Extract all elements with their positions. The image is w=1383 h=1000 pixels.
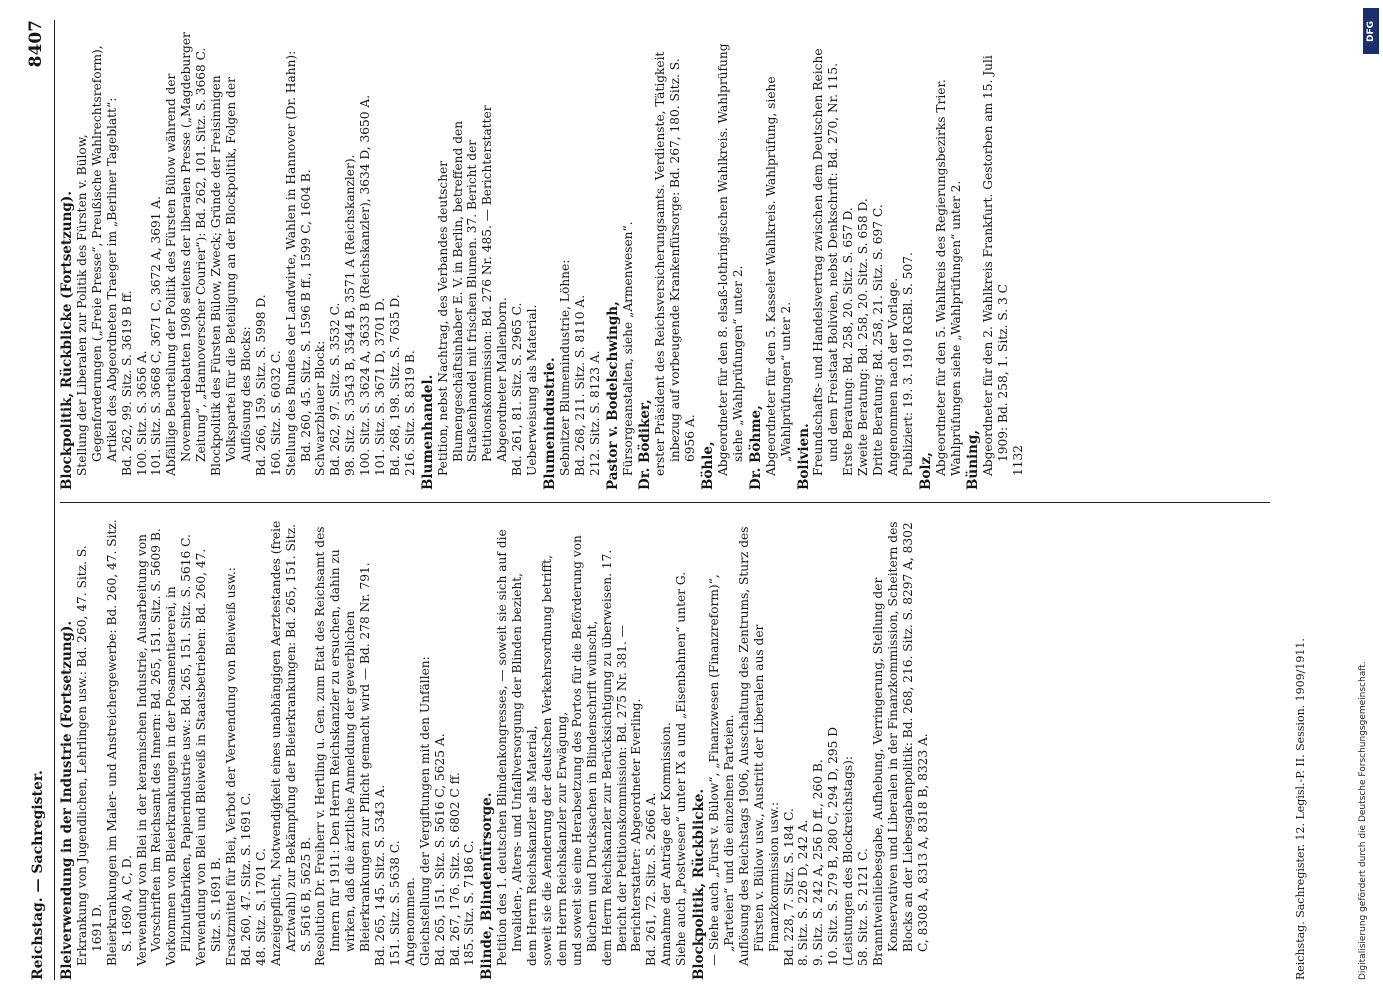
entry-line: Angenommen nach der Vorlage.	[885, 277, 900, 476]
index-entry	[701, 28, 746, 490]
index-entry	[480, 518, 689, 980]
entry-heading: Dr. Böhme,	[747, 405, 764, 490]
entry-line: Bd. 228, 7. Sitz. S. 184 C.	[781, 808, 796, 966]
entry-line: 101. Sitz. S. 3668 C, 3671 C, 3672 A, 3691 A.	[149, 195, 164, 476]
entry-heading: Bolivien.	[795, 423, 812, 490]
index-entry	[966, 28, 1026, 490]
entry-heading: Blumenhandel.	[419, 374, 436, 490]
entry-line: 1132	[1011, 444, 1026, 476]
entry-line: (Leistungen des Blockreichstags):	[841, 755, 856, 966]
page-header	[22, 20, 55, 980]
entry-line: 160. Sitz. S. 6032 C.	[268, 350, 283, 476]
column-left	[60, 518, 934, 980]
entry-line: Stellung des Bundes der Landwirte, Wahlen in Hannover (Dr. Hahn): Bd. 260, 45. Sitz. S. 1596 B ff., 1599 C, 1604 B.	[283, 50, 313, 476]
entry-line: 98. Sitz. S. 3543 B, 3544 B, 3571 A (Reichskanzler).	[343, 154, 358, 476]
index-entry	[797, 28, 916, 490]
entry-heading: Dr. Bödiker,	[637, 399, 654, 490]
entry-line: dem Herrn Reichskanzler zur Erwägung,	[554, 711, 569, 966]
entry-line: 8. Sitz. S. 226 D, 242 A.	[796, 819, 811, 966]
dfg-logo: DFG	[1363, 8, 1379, 54]
entry-line: Ersatzmittel für Blei, Verbot der Verwendung von Bleiweiß usw.:	[223, 567, 238, 966]
column-divider	[60, 502, 1270, 503]
entry-line: Resolution Dr. Freiherr v. Hertling u. Gen. zum Etat des Reichsamt des Innern für 1911: Den Herrn Reichskanzler zu ersuchen, dahin zu wirken, daß die ärztliche Anmeldung der gewerblichen Bleierkrankungen zur Pflicht gemacht wird — Bd. 278 Nr. 791.	[313, 526, 373, 966]
entry-line: Siehe auch „Postwesen“ unter IX a und „Eisenbahnen“ unter G.	[674, 571, 689, 966]
entry-line: dem Herrn Reichskanzler zur Berücksichtigung zu überweisen. 17. Bericht der Petitionskommission: Bd. 275 Nr. 381. — Berichterstatter: Abgeordneter Everling.	[599, 549, 644, 966]
entry-heading: Bleiverwendung in der Industrie (Fortsetzung).	[59, 620, 75, 980]
entry-line: 10. Sitz. S. 279 B, 280 C, 294 D, 295 D	[826, 727, 841, 966]
entry-line: Publiziert: 19. 3. 1910 RGBl. S. 507.	[900, 252, 915, 476]
index-entry	[749, 28, 794, 490]
entry-line: Freundschafts- und Handelsvertrag zwischen dem Deutschen Reiche und dem Freistaat Bolivien, nebst Denkschrift: Bd. 270, Nr. 115.	[811, 48, 841, 476]
entry-line: dem Herrn Reichskanzler als Material,	[525, 725, 540, 966]
entry-line: Abgeordneter für den 2. Wahlkreis Frankfurt. Gestorben am 15. Juli 1909: Bd. 258, 1. Sitz. S. 3 C	[981, 55, 1011, 476]
entry-line: 151. Sitz. S. 5638 C.	[387, 840, 402, 966]
entry-line: 9. Sitz. S. 242 A, 256 D ff., 260 B.	[811, 759, 826, 966]
entry-line: Blockpolitik des Fürsten Bülow, Zweck; Gründe der Freisinnigen Volkspartei für die Beteiligung an der Blockpolitik, Folgen der Auflösung des Blocks:	[209, 75, 253, 476]
entry-line: Bd. 265, 145. Sitz. S. 5343 A.	[373, 784, 388, 966]
entry-line: Erste Beratung: Bd. 258, 20. Sitz. S. 657 D.	[841, 207, 856, 476]
entry-heading: Blockpolitik, Rückblicke.	[691, 788, 708, 980]
entry-line: 100. Sitz. S. 3656 A.	[134, 350, 149, 476]
entry-heading: Blumenindustrie.	[542, 357, 558, 490]
entry-line: Schwarzblauer Block:	[313, 340, 328, 476]
entry-line: Bd. 261, 72. Sitz. S. 2666 A.	[644, 792, 659, 966]
entry-line: Abfällige Beurteilung der Politik des Fürsten Bülow während der Novemberdebatten 1908 seitens der liberalen Presse („Magdeburger Zeitung“, „Hannoverscher Courier“): Bd. 262, 101. Sitz. S. 3668 C.	[164, 32, 209, 476]
entry-line: Abgeordneter für den 5. Wahlkreis des Regierungsbezirks Trier.	[933, 79, 948, 476]
entry-line: Branntweinliebesgabe, Aufhebung, Verringerung, Stellung der Konservativen und Liberalen in der Finanzkommission, Scheitern des Blocks an der Liebesgabenpolitik: Bd. 268, 216. Sitz. S. 8297 A, 8302 C, 8308 A, 8313 A, 8318 B, 8323 A.	[870, 521, 930, 966]
entry-line: Abgeordneter für den 8. elsaß-lothringischen Wahlkreis. Wahlprüfung siehe „Wahlprüfungen“ unter 2.	[715, 43, 745, 476]
entry-line: Annahme der Anträge der Kommission.	[659, 722, 674, 966]
entry-line: Erkrankung von Jugendlichen, Lehrlingen usw.: Bd. 260, 47. Sitz. S. 1691 D.	[74, 545, 104, 966]
entry-line: und soweit sie eine Herabsetzung des Portos für die Beförderung von Büchern und Drucksachen in Blindenschrift wünscht,	[569, 535, 599, 966]
entry-line: Verwendung von Blei in der keramischen Industrie, Ausarbeitung von Vorschriften im Reichsamt des Innern: Bd. 265, 151. Sitz. S. 5609 B.	[134, 528, 164, 966]
entry-line: 48. Sitz. S. 1701 C.	[253, 848, 268, 966]
entry-line: Bd. 260, 47. Sitz. S. 1691 C.	[238, 792, 253, 966]
entry-heading: Pastor v. Bodelschwingh,	[604, 301, 621, 490]
index-entry	[606, 28, 636, 490]
entry-line: 100. Sitz. S. 3624 A, 3633 B (Reichskanzler), 3634 D, 3650 A.	[358, 94, 373, 476]
entry-line: Fürsorgeanstalten, siehe „Armenwesen“.	[620, 221, 635, 476]
entry-line: Bd. 267, 176. Sitz. S. 6802 C ff.	[447, 772, 462, 966]
entry-line: 58. Sitz. S. 2121 C.	[856, 848, 871, 966]
entry-line: Bd. 262, 97. Sitz. S. 3532 C.	[328, 302, 343, 476]
entry-heading: Böhle,	[700, 441, 717, 490]
index-entry	[919, 28, 964, 490]
entry-heading: Blockpolitik, Rückblicke (Fortsetzung).	[59, 191, 75, 490]
entry-line: Wahlprüfungen siehe „Wahlprüfungen“ unter 2.	[948, 180, 963, 476]
page-number: 8407	[26, 20, 46, 68]
entry-line: Zweite Beratung: Bd. 258, 20. Sitz. S. 658 D.	[856, 198, 871, 476]
entry-line: Abgeordneter für den 5. Kasseler Wahlkreis. Wahlprüfung, siehe „Wahlprüfungen“ unter 2.	[763, 76, 793, 476]
entry-line: erster Präsident des Reichsversicherungsamts. Verdienste, Tätigkeit inbezug auf vorbeugende Krankenfürsorge: Bd. 267, 180. Sitz. S. 6956 A.	[653, 51, 698, 476]
entry-line: 101. Sitz. S. 3671 D, 3701 D.	[373, 297, 388, 476]
entry-line: Bd. 262, 99. Sitz. S. 3619 B ff.	[119, 290, 134, 476]
index-entry	[543, 28, 603, 490]
index-entry	[692, 518, 931, 980]
entry-line: Gleichstellung der Vergiftungen mit den Unfällen:	[417, 656, 432, 966]
index-entry	[60, 518, 477, 980]
entry-line: Bd. 268, 211. Sitz. S. 8110 A.	[572, 294, 587, 476]
column-right	[60, 28, 1029, 490]
entry-line: 185. Sitz. S. 7186 C.	[462, 840, 477, 966]
entry-line: 216. Sitz. S. 8319 B.	[402, 350, 417, 476]
entry-line: — Siehe auch „Fürst v. Bülow“, „Finanzwesen (Finanzreform)“, „Parteien“ und die einzelnen Parteien.	[706, 574, 736, 966]
entry-line: Bd. 268, 198. Sitz. S. 7635 D.	[387, 294, 402, 476]
entry-line: Vorkommen von Bleierkrankungen in der Posamentiererei, in Filzhutfabriken, Papierindustrie usw.: Bd. 265, 151. Sitz. S. 5616 C.	[164, 534, 194, 966]
entry-line: Bleierkrankungen im Maler- und Anstreichergewerbe: Bd. 260, 47. Sitz. S. 1690 A, C, D.	[104, 519, 134, 966]
entry-line: Verwendung von Blei und Bleiweiß in Staatsbetrieben: Bd. 260, 47. Sitz. S. 1691 B.	[194, 548, 224, 966]
entry-line: Angenommen.	[402, 877, 417, 966]
header-title: Reichstag. — Sachregister.	[30, 770, 46, 980]
entry-heading: Blinde, Blindenfürsorge.	[479, 792, 496, 980]
rotated-page	[22, 20, 1362, 980]
entry-line: Petition des 1. deutschen Blindenkongresses, — soweit sie sich auf die Invaliden-, Alters- und Unfallversorgung der Blinden bezieht,	[495, 529, 525, 966]
entry-line: Bd. 261, 81. Sitz. S. 2965 C.	[510, 302, 525, 476]
index-entry	[421, 28, 540, 490]
index-entry	[60, 28, 418, 490]
entry-line: Dritte Beratung: Bd. 258, 21. Sitz. S. 697 C.	[871, 204, 886, 476]
entry-line: Stellung der Liberalen zur Politik des Fürsten v. Bülow, Gegenforderungen („Freie Presse“, Preußische Wahlrechtsreform), Artikel des Abgeordneten Traeger im „Berliner Tageblatt“:	[74, 45, 119, 476]
footer-text: Reichstag. Sachregister. 12. Legisl.-P. II. Session. 1909/1911.	[1294, 638, 1307, 980]
entry-line: soweit sie die Aenderung der deutschen Verkehrsordnung betrifft,	[540, 555, 554, 966]
entry-heading: Büning,	[965, 429, 982, 490]
entry-line: Petition, nebst Nachtrag, des Verbandes deutscher Blumengeschäftsinhaber E. V. in Berlin, betreffend den Straßenhandel mit frischen Blumen. 37. Bericht der Petitionskommission: Bd. 276 Nr. 485. — Berichterstatter Abgeordneter Mallenborn.	[435, 105, 510, 476]
digitization-note: Digitalisierung gefördert durch die Deutsche Forschungsgemeinschaft.	[1358, 661, 1368, 980]
entry-line: Bd. 266, 159. Sitz. S. 5998 D.	[253, 294, 268, 476]
entry-line: Bd. 265, 151. Sitz. S. 5616 C, 5625 A.	[432, 733, 447, 966]
entry-line: 212. Sitz. S. 8123 A.	[587, 350, 602, 476]
entry-line: Auflösung des Reichstags 1906, Ausschaltung des Zentrums, Sturz des Fürsten v. Bülow usw., Austritt der Liberalen aus der Finanzkommission usw.:	[736, 526, 781, 966]
entry-line: Ueberweisung als Material.	[525, 304, 540, 476]
entry-line: Anzeigepflicht, Notwendigkeit eines unabhängigen Aerztestandes (freie Arztwahl) zur Bekämpfung der Bleierkrankungen: Bd. 265, 151. Sitz. S. 5616 B, 5625 B.	[268, 520, 313, 966]
index-entry	[638, 28, 698, 490]
entry-heading: Bolz,	[917, 452, 934, 490]
entry-line: Sebnitzer Blumenindustrie, Löhne:	[557, 259, 572, 476]
